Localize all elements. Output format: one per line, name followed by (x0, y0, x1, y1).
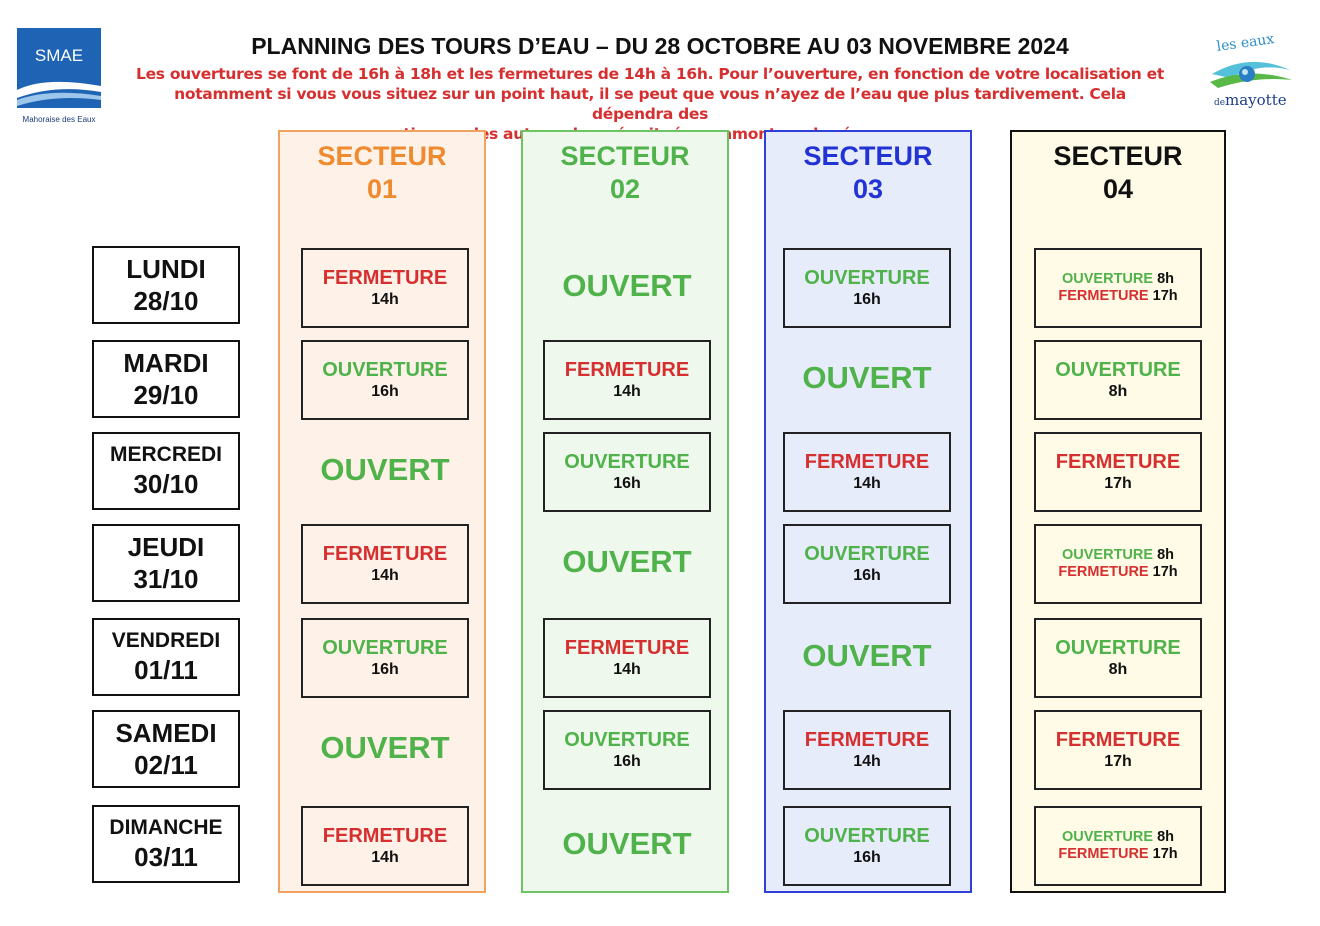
schedule-hour: 16h (853, 567, 881, 584)
day-date: 30/10 (133, 469, 199, 499)
day-name: LUNDI (126, 253, 206, 284)
schedule-cell (301, 806, 469, 886)
schedule-cell (783, 432, 951, 512)
schedule-cell (301, 524, 469, 604)
status-ouvert: OUVERT (802, 638, 932, 673)
opening-line (1062, 271, 1174, 288)
schedule-cell (783, 524, 951, 604)
day-date: 28/10 (133, 285, 199, 316)
schedule-hour: 17h (1104, 753, 1132, 770)
status-ouvert: OUVERT (320, 730, 450, 765)
status-ouvert: OUVERT (320, 452, 450, 487)
schedule-cell (543, 710, 711, 790)
schedule-cell (301, 340, 469, 420)
day-label (92, 805, 240, 883)
schedule-cell (301, 618, 469, 698)
closing-label: FERMETURE (804, 451, 930, 473)
schedule-hour: 8h (1108, 383, 1128, 400)
schedule-hour: 17h (1104, 475, 1132, 492)
schedule-hour: 16h (853, 291, 881, 308)
schedule-cell (783, 806, 951, 886)
status-ouvert: OUVERT (562, 826, 692, 861)
sector-header (766, 140, 970, 206)
opening-label: OUVERTURE (804, 825, 930, 847)
schedule-hour: 14h (371, 849, 399, 866)
smae-logo-tagline: Mahoraise des Eaux (22, 115, 96, 124)
closing-line (1058, 846, 1177, 863)
schedule-cell (1034, 618, 1202, 698)
schedule-hour: 16h (371, 661, 399, 678)
closing-label: FERMETURE (1055, 451, 1181, 473)
schedule-cell (1034, 248, 1202, 328)
sector-number: 03 (852, 174, 884, 204)
opening-label: OUVERTURE (1055, 359, 1181, 381)
day-date: 01/11 (134, 655, 198, 685)
schedule-hour: 14h (613, 661, 641, 678)
schedule-hour: 14h (613, 383, 641, 400)
schedule-hour: 14h (371, 291, 399, 308)
status-ouvert: OUVERT (562, 544, 692, 579)
sector-number: 04 (1102, 174, 1134, 204)
schedule-hour: 16h (853, 849, 881, 866)
sector-number: 01 (366, 174, 398, 204)
opening-label: OUVERTURE (1062, 829, 1154, 845)
subtitle-line-3: amont (721, 125, 776, 143)
schedule-cell (783, 710, 951, 790)
opening-label: OUVERTURE (1062, 547, 1154, 563)
day-label (92, 618, 240, 696)
schedule-cell (783, 248, 951, 328)
closing-label: FERMETURE (1055, 729, 1181, 751)
schedule-cell (543, 618, 711, 698)
day-label (92, 432, 240, 510)
closing-label: FERMETURE (322, 825, 448, 847)
status-ouvert: OUVERT (802, 360, 932, 395)
schedule-hour: 16h (371, 383, 399, 400)
schedule-cell (1034, 806, 1202, 886)
day-name: JEUDI (127, 531, 205, 562)
eaux-logo-line2: mayotte (1225, 91, 1287, 109)
schedule-hour: 14h (371, 567, 399, 584)
day-label (92, 246, 240, 324)
closing-label: FERMETURE (1058, 564, 1149, 580)
schedule-cell (1034, 432, 1202, 512)
day-date: 31/10 (133, 563, 199, 594)
eaux-logo-de: de (1214, 98, 1226, 108)
schedule-cell (543, 340, 711, 420)
day-name: DIMANCHE (109, 816, 223, 839)
day-name: VENDREDI (111, 629, 221, 652)
schedule-hour: 14h (853, 475, 881, 492)
sector-header (523, 140, 727, 206)
schedule-cell (301, 248, 469, 328)
smae-logo (15, 28, 101, 126)
page-title: PLANNING DES TOURS D’EAU – DU 28 OCTOBRE AU 03 NOVEMBRE 2024 (251, 33, 1069, 59)
subtitle-line-1: Les ouvertures se font de 16h à 18h et les fermetures de 14h à 16h. Pour l’ouverture, en fonction de votre localisation et (136, 65, 1164, 83)
closing-line (1058, 288, 1177, 305)
closing-label: FERMETURE (804, 729, 930, 751)
closing-label: FERMETURE (564, 637, 690, 659)
closing-label: FERMETURE (322, 543, 448, 565)
sector-header (1012, 140, 1224, 206)
closing-line (1058, 564, 1177, 581)
closing-label: FERMETURE (1058, 846, 1149, 862)
closing-label: FERMETURE (322, 267, 448, 289)
schedule-hour: 14h (853, 753, 881, 770)
day-date: 03/11 (134, 842, 198, 872)
day-label (92, 710, 240, 788)
sector-header (280, 140, 484, 206)
status-ouvert: OUVERT (562, 268, 692, 303)
opening-label: OUVERTURE (1062, 271, 1154, 287)
schedule-cell (543, 432, 711, 512)
sector-number: 02 (609, 174, 641, 204)
opening-label: OUVERTURE (1055, 637, 1181, 659)
opening-label: OUVERTURE (804, 267, 930, 289)
day-label (92, 524, 240, 602)
sector-column (278, 130, 486, 893)
opening-hour: 8h (1153, 271, 1174, 287)
schedule-cell (1034, 524, 1202, 604)
day-name: MERCREDI (109, 443, 222, 466)
opening-line (1062, 547, 1174, 564)
day-date: 02/11 (134, 749, 198, 780)
schedule-hour: 16h (613, 475, 641, 492)
eaux-logo-line1: les eaux (1215, 31, 1276, 55)
sector-label: SECTEUR (803, 141, 933, 171)
closing-label: FERMETURE (1058, 288, 1149, 304)
closing-hour: 17h (1148, 846, 1178, 862)
opening-hour: 8h (1153, 829, 1174, 845)
opening-label: OUVERTURE (564, 729, 690, 751)
smae-logo-text: SMAE (34, 46, 84, 65)
opening-line (1062, 829, 1174, 846)
opening-label: OUVERTURE (564, 451, 690, 473)
eaux-de-mayotte-logo (1200, 30, 1300, 114)
subtitle-line-2: notamment si vous vous situez sur un point haut, il se peut que vous n’ayez de l’eau que plus tardivement. Cela dépendra des (174, 85, 1126, 123)
day-name: SAMEDI (115, 717, 217, 748)
opening-label: OUVERTURE (804, 543, 930, 565)
sector-label: SECTEUR (560, 141, 690, 171)
schedule-cell (1034, 710, 1202, 790)
closing-hour: 17h (1148, 564, 1178, 580)
schedule-hour: 16h (613, 753, 641, 770)
schedule-hour: 8h (1108, 661, 1128, 678)
closing-label: FERMETURE (564, 359, 690, 381)
schedule-cell (1034, 340, 1202, 420)
opening-label: OUVERTURE (322, 359, 448, 381)
opening-hour: 8h (1153, 547, 1174, 563)
day-label (92, 340, 240, 418)
day-name: MARDI (123, 347, 209, 378)
sector-label: SECTEUR (317, 141, 447, 171)
day-date: 29/10 (133, 379, 199, 410)
closing-hour: 17h (1148, 288, 1178, 304)
sector-label: SECTEUR (1053, 141, 1183, 171)
opening-label: OUVERTURE (322, 637, 448, 659)
